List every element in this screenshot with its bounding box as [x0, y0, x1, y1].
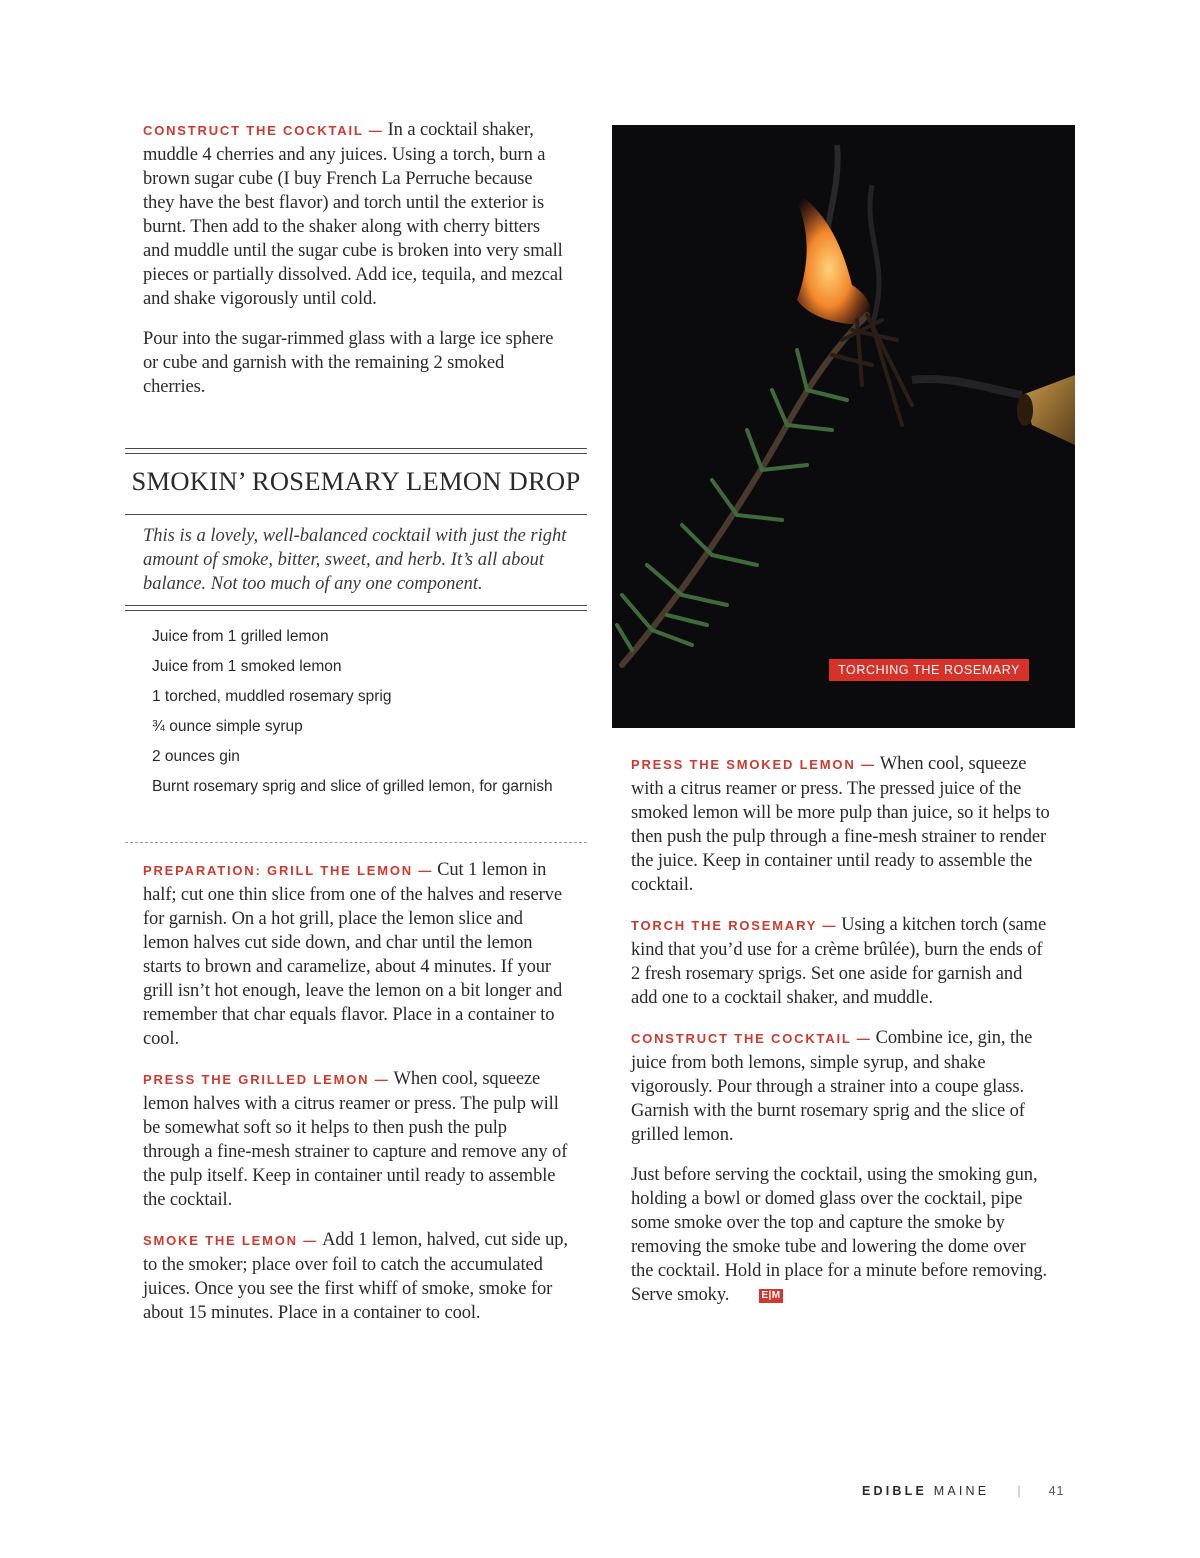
step-heading: CONSTRUCT THE COCKTAIL —	[631, 1031, 872, 1046]
title-rule-top	[125, 448, 587, 454]
steps-right	[631, 752, 1051, 1323]
step-text: Combine ice, gin, the juice from both lemons, simple syrup, and shake vigorously. Pour through a strainer into a coupe glass. Garnish with the burnt rosemary sprig and the slice of grilled lemon.	[631, 1028, 1033, 1145]
closing-paragraph	[631, 1163, 1051, 1307]
steps-left	[143, 858, 568, 1341]
ingredient-item: Juice from 1 smoked lemon	[152, 658, 342, 675]
step-text: Cut 1 lemon in half; cut one thin slice from one of the halves and reserve for garnish. On a hot grill, place the lemon slice and lemon halves cut side down, and char until the lemon starts to brown and caramelize, about 4 minutes. If your grill isn’t hot enough, leave the lemon on a bit longer and remember that char equals flavor. Place in a container to cool.	[143, 860, 563, 1049]
photo-caption: TORCHING THE ROSEMARY	[829, 659, 1029, 681]
page-footer	[862, 1484, 1064, 1498]
step-paragraph	[631, 913, 1051, 1010]
footer-brand-bold: EDIBLE	[862, 1484, 928, 1498]
step-text: In a cocktail shaker, muddle 4 cherries and any juices. Using a torch, burn a brown sugar cube (I buy French La Perruche because they have the best flavor) and torch until the exterior is burnt. Then add to the shaker along with cherry bitters and muddle until the sugar cube is broken into very small pieces or partially dissolved. Add ice, tequila, and mezcal and shake vigorously until cold.	[143, 120, 563, 309]
step-paragraph	[631, 752, 1051, 897]
intro-instructions	[143, 118, 563, 415]
step-text: Add 1 lemon, halved, cut side up, to the smoker; place over foil to catch the accumulated juices. Once you see the first whiff of smoke, smoke for about 15 minutes. Place in a container to cool.	[143, 1230, 568, 1323]
step-paragraph	[143, 1228, 568, 1325]
title-rule-bottom	[125, 514, 587, 515]
step-paragraph	[143, 858, 568, 1051]
ingredient-item: Burnt rosemary sprig and slice of grilled lemon, for garnish	[152, 778, 553, 795]
rosemary-illustration	[612, 125, 1075, 728]
intro-rule-bottom	[125, 605, 587, 611]
footer-brand-light: MAINE	[933, 1484, 990, 1498]
edible-maine-logo-icon: E|M	[761, 1290, 781, 1301]
step-heading: CONSTRUCT THE COCKTAIL —	[143, 123, 384, 138]
step-text: When cool, squeeze with a citrus reamer or press. The pressed juice of the smoked lemon will be more pulp than juice, so it helps to then push the pulp through a fine-mesh strainer to render the juice. Keep in container until ready to assemble the cocktail.	[631, 754, 1050, 895]
step-text: When cool, squeeze lemon halves with a citrus reamer or press. The pulp will be somewhat soft so it helps to then push the pulp through a fine-mesh strainer to capture and remove any of the pulp itself. Keep in container until ready to assemble the cocktail.	[143, 1069, 568, 1210]
ingredients-divider	[125, 842, 587, 843]
serve-paragraph: Pour into the sugar-rimmed glass with a large ice sphere or cube and garnish with the remaining 2 smoked cherries.	[143, 329, 554, 397]
ingredient-item: 1 torched, muddled rosemary sprig	[152, 688, 392, 705]
closing-text: Just before serving the cocktail, using the smoking gun, holding a bowl or domed glass over the cocktail, pipe some smoke over the top and capture the smoke by removing the smoke tube and lowering the dome over the cocktail. Hold in place for a minute before removing. Serve smoky.	[631, 1165, 1048, 1305]
step-heading: TORCH THE ROSEMARY —	[631, 918, 838, 933]
step-heading: PRESS THE GRILLED LEMON —	[143, 1072, 390, 1087]
recipe-intro: This is a lovely, well-balanced cocktail with just the right amount of smoke, bitter, sweet, and herb. It’s all about balance. Not too much of any one component.	[143, 526, 567, 594]
step-paragraph	[631, 1026, 1051, 1147]
construct-paragraph	[143, 118, 563, 311]
recipe-title: SMOKIN’ ROSEMARY LEMON DROP	[131, 466, 581, 496]
ingredient-item: 2 ounces gin	[152, 748, 240, 765]
step-text: Using a kitchen torch (same kind that you’d use for a crème brûlée), burn the ends of 2 fresh rosemary sprigs. Set one aside for garnish and add one to a cocktail shaker, and muddle.	[631, 915, 1047, 1008]
ingredient-item: ¾ ounce simple syrup	[152, 718, 303, 735]
step-heading: PREPARATION: GRILL THE LEMON —	[143, 863, 434, 878]
step-heading: PRESS THE SMOKED LEMON —	[631, 757, 876, 772]
page-number: 41	[1048, 1484, 1065, 1498]
step-heading: SMOKE THE LEMON —	[143, 1233, 319, 1248]
ingredient-list	[152, 622, 582, 802]
rosemary-torch-photo	[612, 125, 1075, 728]
footer-separator: |	[1017, 1484, 1021, 1498]
step-paragraph	[143, 1067, 568, 1212]
ingredient-item: Juice from 1 grilled lemon	[152, 628, 329, 645]
